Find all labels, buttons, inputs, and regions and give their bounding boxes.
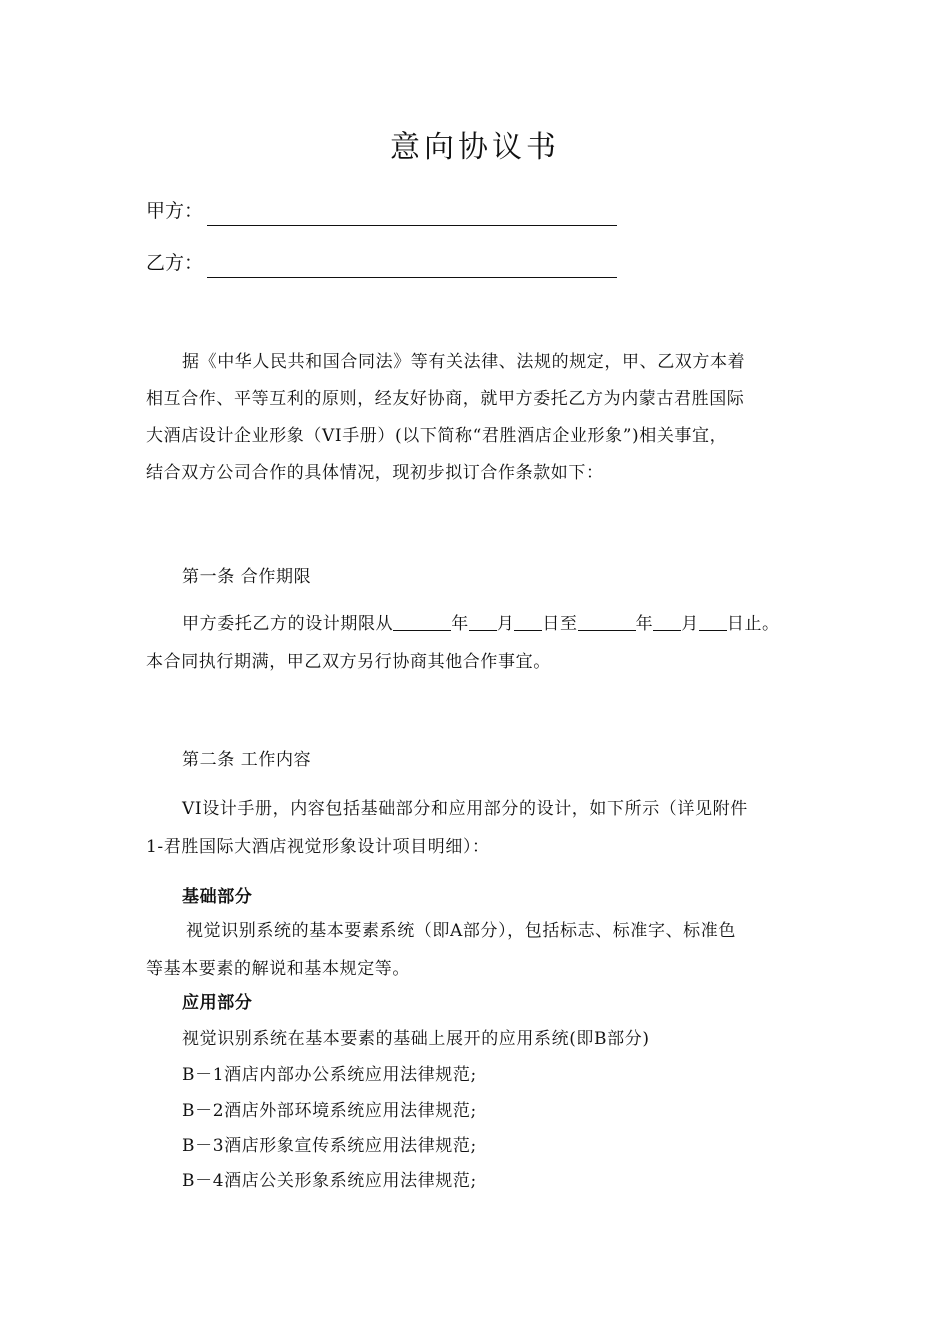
intro-line-4: 结合双方公司合作的具体情况，现初步拟订合作条款如下：: [146, 463, 604, 483]
basic-part-heading: 基础部分: [182, 887, 253, 907]
basic-part-line-1: 视觉识别系统的基本要素系统（即A部分），包括标志、标准字、标准色: [186, 921, 736, 941]
end-day-blank: [699, 612, 727, 631]
month-label: 月: [681, 614, 699, 634]
applied-item: B－3酒店形象宣传系统应用法律规范;: [182, 1136, 477, 1156]
article1-term-line: [182, 607, 780, 641]
party-a-label: 甲方：: [146, 200, 204, 222]
year-label: 年: [451, 614, 469, 634]
party-b-blank: [207, 255, 617, 278]
applied-part-intro: 视觉识别系统在基本要素的基础上展开的应用系统(即B部分): [182, 1029, 650, 1049]
document-title: 意向协议书: [390, 130, 560, 165]
party-b-line: [146, 248, 617, 278]
article2-desc-line-2: 1-君胜国际大酒店视觉形象设计项目明细）：: [146, 837, 490, 857]
article2-heading: 第二条 工作内容: [182, 750, 312, 770]
party-a-line: [146, 196, 617, 226]
intro-line-2: 相互合作、平等互利的原则，经友好协商，就甲方委托乙方为内蒙古君胜国际: [146, 389, 745, 409]
month-label: 月: [496, 614, 515, 634]
intro-line-1: 据《中华人民共和国合同法》等有关法律、法规的规定，甲、乙双方本着: [182, 352, 746, 372]
term-from-label: 甲方委托乙方的设计期限从: [182, 614, 394, 634]
day-to-label: 日至: [542, 614, 578, 634]
end-year-blank: [578, 612, 636, 631]
party-b-label: 乙方：: [146, 252, 204, 274]
applied-item: B－1酒店内部办公系统应用法律规范;: [182, 1065, 477, 1085]
applied-item: B－4酒店公关形象系统应用法律规范;: [182, 1171, 477, 1191]
article1-heading: 第一条 合作期限: [182, 567, 312, 587]
start-month-blank: [469, 612, 497, 631]
basic-part-line-2: 等基本要素的解说和基本规定等。: [146, 959, 410, 979]
applied-part-heading: 应用部分: [182, 993, 253, 1013]
end-month-blank: [653, 612, 681, 631]
applied-item: B－2酒店外部环境系统应用法律规范;: [182, 1101, 477, 1121]
article1-line2: 本合同执行期满，甲乙双方另行协商其他合作事宜。: [146, 652, 551, 672]
start-year-blank: [393, 612, 451, 631]
intro-line-3: 大酒店设计企业形象（VI手册）(以下简称“君胜酒店企业形象”)相关事宜，: [146, 426, 728, 446]
year-label: 年: [635, 614, 654, 634]
day-end-label: 日止。: [726, 614, 780, 634]
article2-desc-line-1: VI设计手册，内容包括基础部分和应用部分的设计，如下所示（详见附件: [182, 799, 748, 819]
start-day-blank: [514, 612, 542, 631]
party-a-blank: [207, 203, 617, 226]
